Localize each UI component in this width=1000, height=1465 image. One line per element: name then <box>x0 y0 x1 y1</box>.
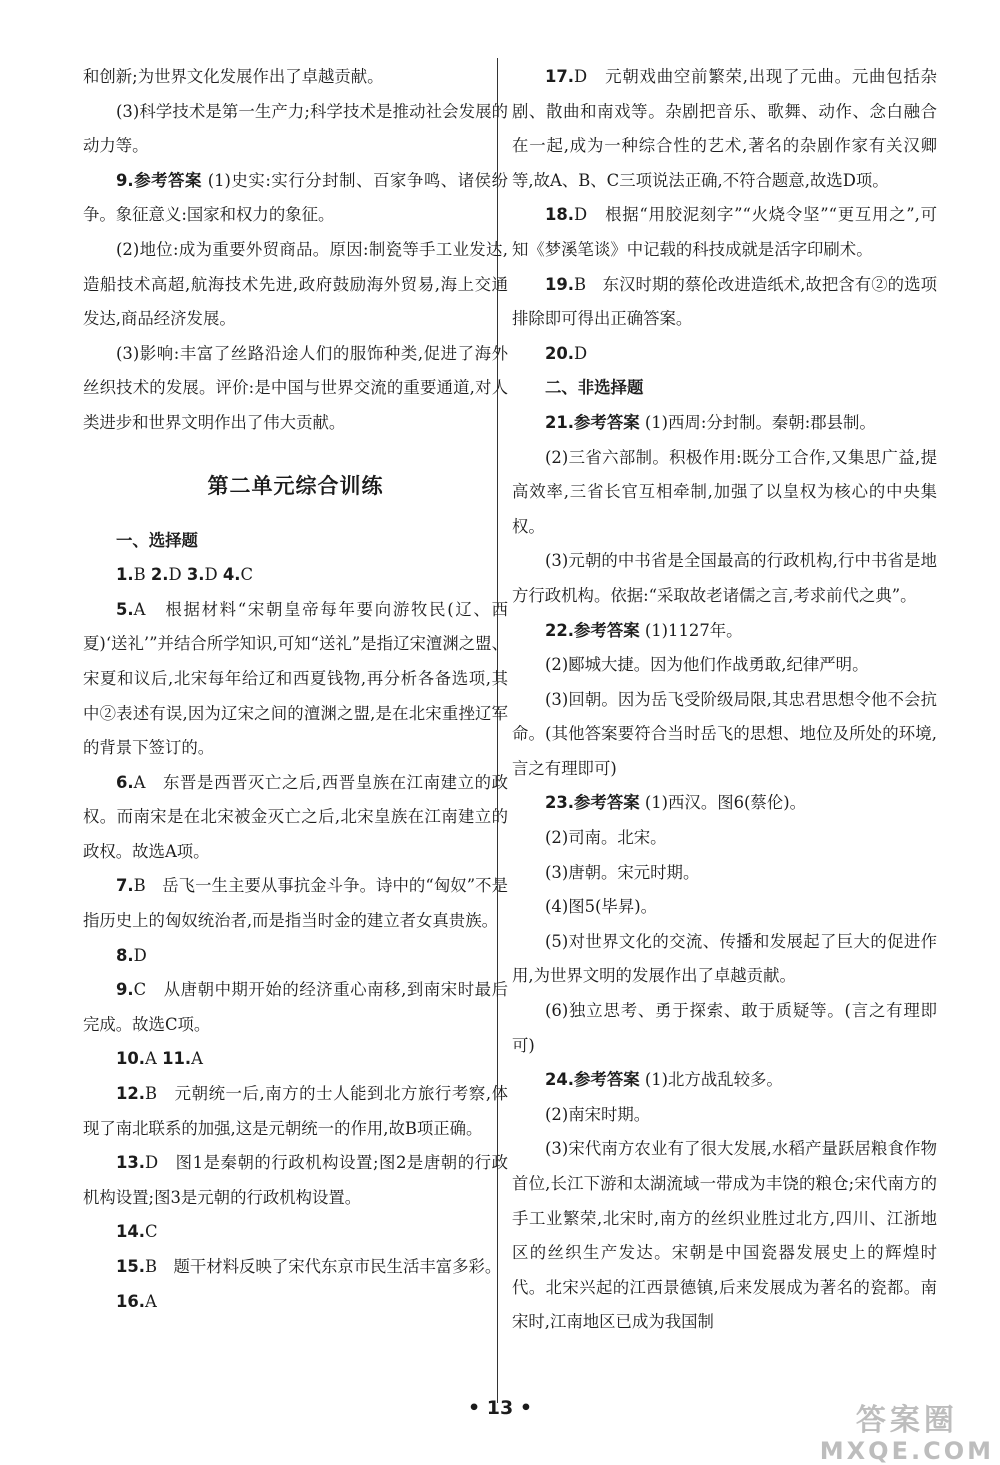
question-number: 16. <box>116 1291 146 1311</box>
paragraph: (5)对世界文化的交流、传播和发展起了巨大的促进作用,为世界文明的发展作出了卓越贡献。 <box>512 931 937 986</box>
answer-6 <box>83 766 508 870</box>
answer-23 <box>512 786 937 821</box>
question-number: 18. <box>545 205 575 225</box>
answer-text: A <box>145 1049 163 1069</box>
answer-text: (1)西汉。图6(蔡伦)。 <box>644 793 806 813</box>
paragraph: (3)回朝。因为岳飞受阶级局限,其忠君思想令他不会抗命。(其他答案要符合当时岳飞的思想、地位及所处的环境,言之有理即可) <box>512 689 937 778</box>
left-column <box>83 60 508 1319</box>
answer-17 <box>512 60 937 198</box>
page-number: • 13 • <box>468 1397 532 1419</box>
answer-15 <box>83 1250 508 1285</box>
question-number: 9. <box>116 980 134 1000</box>
right-column <box>512 60 937 1340</box>
answer-text: D <box>133 945 147 965</box>
question-number: 22. <box>545 620 575 640</box>
answer-text: C 从唐朝中期开始的经济重心南移,到南宋时最后完成。故选C项。 <box>83 980 508 1034</box>
answer-5 <box>83 593 508 766</box>
paragraph: (4)图5(毕昇)。 <box>545 897 657 917</box>
watermark-logo <box>820 1395 994 1465</box>
question-number: 5. <box>116 599 134 619</box>
answer-text: D <box>574 343 588 363</box>
answer-text: B 题干材料反映了宋代东京市民生活丰富多彩。 <box>145 1257 502 1276</box>
paragraph: (3)影响:丰富了丝路沿途人们的服饰种类,促进了海外丝织技术的发展。评价:是中国与世界交流的重要通道,对人类进步和世界文明作出了伟大贡献。 <box>83 343 508 432</box>
answer-text: A 东晋是西晋灭亡之后,西晋皇族在江南建立的政权。而南宋是在北宋被金灭亡之后,北宋皇族在江南建立的政权。故选A项。 <box>83 772 508 861</box>
answer-text: C <box>240 565 254 585</box>
question-number: 9. <box>116 170 134 190</box>
answer-9 <box>83 164 508 233</box>
answer-text: B 岳飞一生主要从事抗金斗争。诗中的“匈奴”不是指历史上的匈奴统治者,而是指当时金的建立者女真贵族。 <box>83 876 508 931</box>
answer-22 <box>512 614 937 649</box>
answer-text: C <box>145 1222 158 1242</box>
answer-text: B 东汉时期的蔡伦改进造纸术,故把含有②的选项排除即可得出正确答案。 <box>512 274 937 329</box>
answer-text: D 元朝戏曲空前繁荣,出现了元曲。元曲包括杂剧、散曲和南戏等。杂剧把音乐、歌舞、动作、念白融合在一起,成为一种综合性的艺术,著名的杂剧作家有关汉卿等,故A、B、C三项说法正确,不符合题意,故选D项。 <box>512 67 937 190</box>
answer-keyword: 参考答案 <box>574 793 640 813</box>
question-number: 3. <box>186 565 205 585</box>
answer-text: B 元朝统一后,南方的士人能到北方旅行考察,体现了南北联系的加强,这是元朝统一的作用,故B项正确。 <box>83 1084 508 1138</box>
answer-keyword: 参考答案 <box>133 170 202 190</box>
question-number: 8. <box>116 945 134 965</box>
paragraph: (2)地位:成为重要外贸商品。原因:制瓷等手工业发达,造船技术高超,航海技术先进,政府鼓励海外贸易,海上交通发达,商品经济发展。 <box>83 239 508 329</box>
paragraph: (3)元朝的中书省是全国最高的行政机构,行中书省是地方行政机构。依据:“采取故老诸儒之言,考求前代之典”。 <box>512 551 937 605</box>
paragraph: (2)三省六部制。积极作用:既分工合作,又集思广益,提高效率,三省长官互相牵制,加强了以皇权为核心的中央集权。 <box>512 447 937 536</box>
answer-9-choice <box>83 973 508 1042</box>
answer-24 <box>512 1063 937 1098</box>
answer-text: B <box>133 565 151 585</box>
paragraph: (6)独立思考、勇于探索、敢于质疑等。(言之有理即可) <box>512 1001 937 1055</box>
answer-text: (1)北方战乱较多。 <box>644 1070 783 1090</box>
section-heading: 二、非选择题 <box>545 378 644 398</box>
section-heading: 一、选择题 <box>116 530 198 550</box>
question-number: 13. <box>116 1153 146 1173</box>
question-number: 17. <box>545 67 575 86</box>
answer-12 <box>83 1077 508 1146</box>
question-number: 4. <box>222 565 241 585</box>
paragraph: 和创新;为世界文化发展作出了卓越贡献。 <box>83 67 384 86</box>
watermark-text: 答案圈 <box>855 1403 958 1438</box>
paragraph: (3)宋代南方农业有了很大发展,水稻产量跃居粮食作物首位,长江下游和太湖流域一带成为丰饶的粮仓;宋代南方的手工业繁荣,北宋时,南方的丝织业胜过北方,四川、江浙地区的丝织生产发达。宋朝是中国瓷器发展史上的辉煌时代。北宋兴起的江西景德镇,后来发展成为著名的瓷都。南宋时,江南地区已成为我国制 <box>512 1139 937 1332</box>
answer-13 <box>83 1146 508 1215</box>
answer-keyword: 参考答案 <box>574 1070 640 1090</box>
answer-text: D <box>168 565 187 585</box>
question-number: 2. <box>150 565 169 585</box>
answer-text: D 图1是秦朝的行政机构设置;图2是唐朝的行政机构设置;图3是元朝的行政机构设置。 <box>83 1153 508 1207</box>
paragraph: (2)郾城大捷。因为他们作战勇敢,纪律严明。 <box>545 655 869 675</box>
question-number: 15. <box>116 1257 146 1276</box>
paragraph: (2)南宋时期。 <box>545 1104 651 1124</box>
question-number: 7. <box>116 876 134 896</box>
question-number: 24. <box>545 1070 575 1090</box>
question-number: 14. <box>116 1222 146 1242</box>
watermark-url: MXQE.COM <box>819 1437 994 1465</box>
answer-text: (1)史实:实行分封制、百家争鸣、诸侯纷争。象征意义:国家和权力的象征。 <box>83 170 508 225</box>
answer-text: (1)1127年。 <box>644 620 743 640</box>
answer-20 <box>512 337 937 372</box>
answer-14 <box>83 1215 508 1250</box>
answer-18 <box>512 198 937 267</box>
answer-text: A 根据材料“宋朝皇帝每年要向游牧民(辽、西夏)‘送礼’”并结合所学知识,可知“送礼”是指辽宋澶渊之盟、宋夏和议后,北宋每年给辽和西夏钱物,再分析各备选项,其中②表述有误,因为辽宋之间的澶渊之盟,是在北宋重挫辽军的背景下签订的。 <box>83 599 508 758</box>
paragraph: (3)科学技术是第一生产力;科学技术是推动社会发展的动力等。 <box>83 101 508 156</box>
question-number: 1. <box>116 565 134 585</box>
answer-7 <box>83 869 508 938</box>
question-number: 6. <box>116 772 134 792</box>
answer-8 <box>83 939 508 974</box>
answers-1-4 <box>83 558 508 593</box>
unit-title: 第二单元综合训练 <box>207 473 384 498</box>
answer-19 <box>512 268 937 337</box>
question-number: 12. <box>116 1084 146 1104</box>
answer-keyword: 参考答案 <box>574 412 640 432</box>
answer-16 <box>83 1285 508 1320</box>
answer-text: (1)西周:分封制。秦朝:郡县制。 <box>644 412 876 432</box>
answer-text: D 根据“用胶泥刻字”“火烧令坚”“更互用之”,可知《梦溪笔谈》中记载的科技成就是活字印刷术。 <box>512 205 937 259</box>
paragraph: (2)司南。北宋。 <box>545 828 667 848</box>
question-number: 20. <box>545 343 575 363</box>
answer-keyword: 参考答案 <box>574 620 640 640</box>
question-number: 11. <box>162 1049 192 1069</box>
question-number: 23. <box>545 793 575 813</box>
answer-text: A <box>191 1049 203 1069</box>
paragraph: (3)唐朝。宋元时期。 <box>545 862 700 882</box>
answer-text: A <box>145 1291 157 1311</box>
question-number: 10. <box>116 1049 146 1069</box>
question-number: 19. <box>545 274 575 294</box>
answer-21 <box>512 406 937 441</box>
question-number: 21. <box>545 412 575 432</box>
answers-10-11 <box>83 1042 508 1077</box>
answer-text: D <box>204 565 223 585</box>
